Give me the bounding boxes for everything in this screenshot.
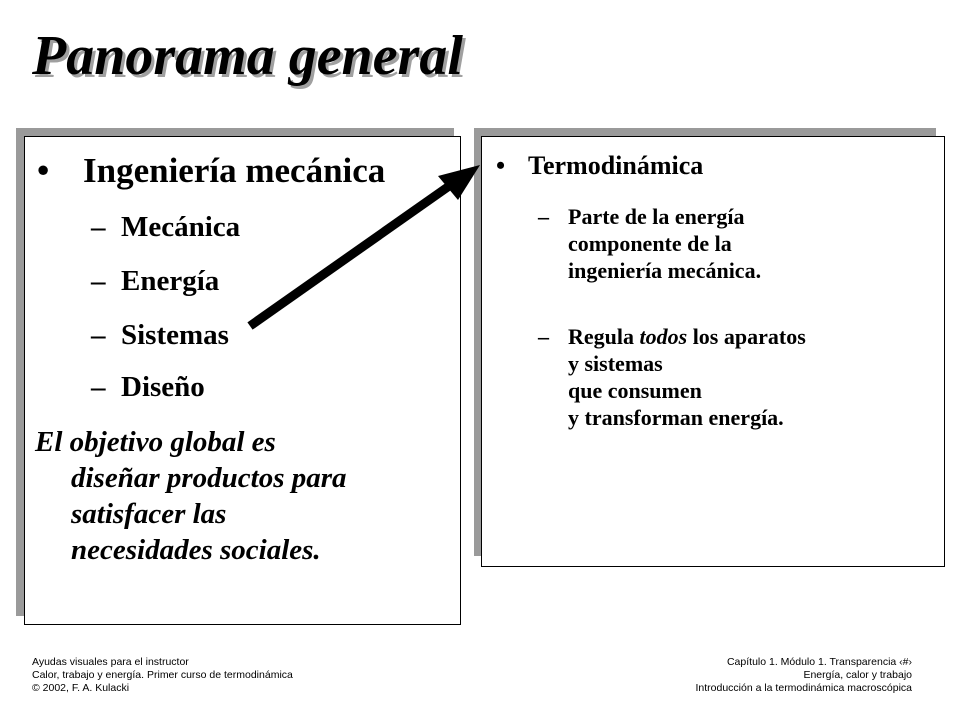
aparatos-text: los aparatos [687,324,806,349]
footer-left [32,656,293,695]
regula-text: Regula [568,324,640,349]
dash-icon: – [538,324,549,349]
objective-line: El objetivo global es [35,426,276,458]
dash-icon: – [91,319,106,351]
subitem-line: ingeniería mecánica. [568,258,762,283]
todos-emphasis: todos [639,324,688,349]
bullet-icon: • [496,151,506,180]
slide-title: Panorama general [32,25,463,87]
left-item-label: Energía [121,265,220,297]
subitem-line: y sistemas [568,351,663,376]
left-item-label: Mecánica [121,211,241,243]
objective-line: satisfacer las [71,498,227,530]
footer-line: Calor, trabajo y energía. Primer curso de termodinámica [32,669,293,681]
footer-line: Ayudas visuales para el instructor [32,656,189,668]
footer-line: © 2002, F. A. Kulacki [32,682,130,694]
subitem-line: que consumen [568,378,702,403]
subitem-line: Parte de la energía [568,204,745,229]
footer-line: Capítulo 1. Módulo 1. Transparencia ‹#› [726,656,912,668]
objective-line: necesidades sociales. [71,534,321,566]
dash-icon: – [91,371,106,403]
dash-icon: – [91,211,106,243]
bullet-icon: • [37,151,50,190]
arrow-shaft [250,184,452,326]
subitem-line: componente de la [568,231,732,256]
subitem-line: y transforman energía. [568,405,784,430]
right-heading: Termodinámica [528,151,704,180]
footer-right [695,656,912,695]
left-heading: Ingeniería mecánica [83,151,386,190]
dash-icon: – [91,265,106,297]
footer-line: Energía, calor y trabajo [803,669,912,681]
objective-line: diseñar productos para [71,462,347,494]
left-item-label: Diseño [121,371,205,403]
dash-icon: – [538,204,549,229]
footer-line: Introducción a la termodinámica macroscópica [695,682,912,694]
left-item-label: Sistemas [121,319,229,351]
